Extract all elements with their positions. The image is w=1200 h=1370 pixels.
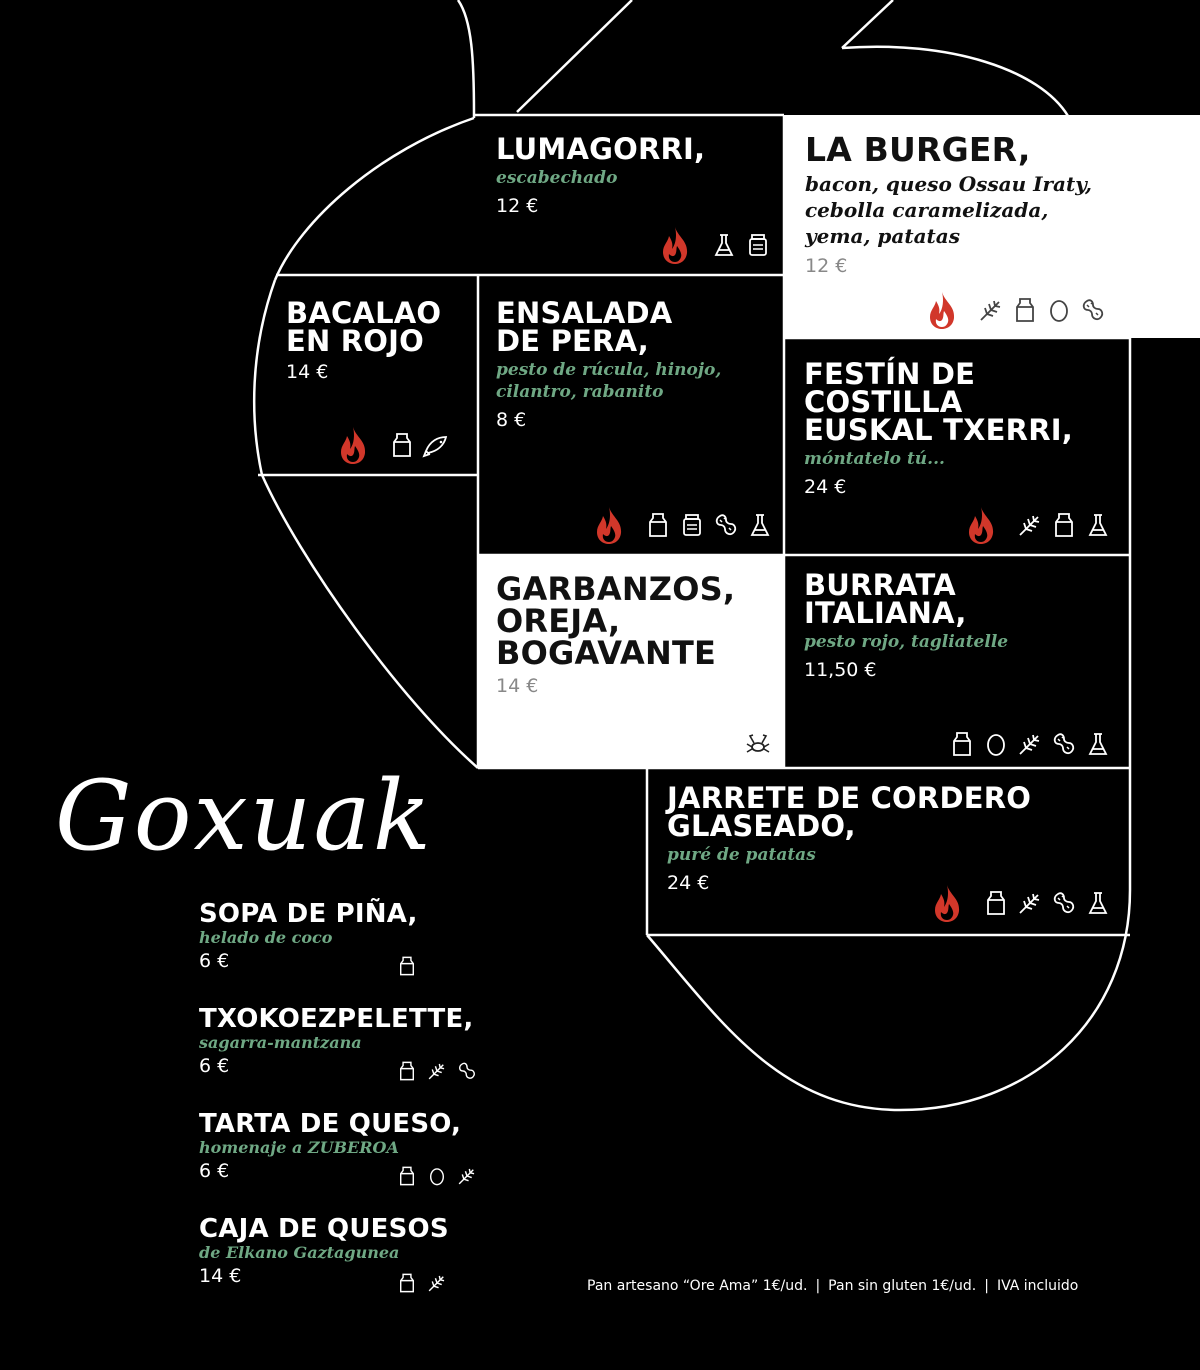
- dessert-caja-de-quesos: [199, 1215, 499, 1287]
- fish-icon: [422, 431, 450, 459]
- milk-icon: [1011, 296, 1039, 324]
- dessert-price: 14 €: [199, 1265, 242, 1287]
- item-price: 14 €: [496, 675, 539, 697]
- peanut-icon: [1050, 730, 1078, 758]
- footer-gluten-free: Pan sin gluten 1€/ud.: [828, 1278, 977, 1294]
- menu-item-ensalada-de-pera: [478, 275, 784, 555]
- wheat-icon: [456, 1165, 478, 1187]
- dessert-title: TXOKOEZPELETTE,: [199, 1004, 474, 1034]
- item-subtitle: móntatelo tú...: [804, 449, 945, 469]
- wheat-icon: [1016, 730, 1044, 758]
- wheat-icon: [1016, 511, 1044, 539]
- item-price: 14 €: [286, 361, 329, 383]
- dessert-price: 6 €: [199, 950, 230, 972]
- fire-icon: [966, 505, 996, 545]
- item-title: BACALAO EN ROJO: [286, 296, 442, 358]
- dessert-title: CAJA DE QUESOS: [199, 1214, 449, 1244]
- item-subtitle: escabechado: [496, 168, 618, 188]
- footer-notes: [587, 1278, 1078, 1294]
- item-title: LA BURGER,: [805, 130, 1031, 169]
- peanut-icon: [1079, 296, 1107, 324]
- fire-icon: [594, 505, 624, 545]
- milk-icon: [388, 431, 416, 459]
- menu-item-burrata: [784, 555, 1130, 768]
- milk-icon: [948, 730, 976, 758]
- item-price: 24 €: [667, 872, 710, 894]
- fire-icon: [338, 425, 368, 465]
- egg-icon: [982, 730, 1010, 758]
- wheat-icon: [426, 1060, 448, 1082]
- lab-flask-icon: [746, 511, 774, 539]
- menu-item-bacalao: [262, 275, 478, 475]
- fire-icon: [660, 225, 690, 265]
- milk-icon: [396, 955, 418, 977]
- menu-item-jarrete-de-cordero: [647, 768, 1130, 935]
- fire-icon: [927, 290, 957, 330]
- dessert-subtitle: sagarra-mantzana: [199, 1033, 362, 1052]
- item-title: FESTÍN DE COSTILLA EUSKAL TXERRI,: [804, 357, 1073, 447]
- peanut-icon: [456, 1060, 478, 1082]
- menu-item-garbanzos: [478, 555, 784, 768]
- menu-item-festin-de-costilla: [784, 338, 1130, 555]
- wheat-icon: [426, 1272, 448, 1294]
- wheat-icon: [1016, 889, 1044, 917]
- item-title: BURRATA ITALIANA,: [804, 568, 967, 630]
- crab-icon: [744, 730, 772, 758]
- milk-icon: [1050, 511, 1078, 539]
- footer-vat: IVA incluido: [996, 1278, 1079, 1294]
- desserts-heading: Goxuak: [55, 760, 433, 872]
- dessert-sopa-de-pina: [199, 900, 499, 972]
- item-price: 8 €: [496, 409, 527, 431]
- menu-item-la-burger: [785, 115, 1200, 338]
- wheat-icon: [977, 296, 1005, 324]
- milk-icon: [396, 1272, 418, 1294]
- milk-icon: [396, 1060, 418, 1082]
- jar-icon: [678, 511, 706, 539]
- menu-item-lumagorri: [474, 115, 784, 275]
- lab-flask-icon: [710, 231, 738, 259]
- item-price: 12 €: [805, 255, 848, 277]
- milk-icon: [644, 511, 672, 539]
- dessert-subtitle: de Elkano Gaztagunea: [199, 1243, 400, 1262]
- item-subtitle: pesto rojo, tagliatelle: [804, 632, 1009, 652]
- item-subtitle: pesto de rúcula, hinojo, cilantro, rabanito: [496, 360, 722, 402]
- item-title: ENSALADA DE PERA,: [496, 296, 673, 358]
- egg-icon: [426, 1165, 448, 1187]
- footer-bread: Pan artesano “Ore Ama” 1€/ud.: [587, 1278, 808, 1294]
- peanut-icon: [712, 511, 740, 539]
- milk-icon: [982, 889, 1010, 917]
- dessert-price: 6 €: [199, 1055, 230, 1077]
- lab-flask-icon: [1084, 511, 1112, 539]
- dessert-title: TARTA DE QUESO,: [199, 1109, 462, 1139]
- lab-flask-icon: [1084, 889, 1112, 917]
- item-title: GARBANZOS, OREJA, BOGAVANTE: [496, 570, 736, 672]
- item-price: 11,50 €: [804, 659, 877, 681]
- dessert-title: SOPA DE PIÑA,: [199, 899, 418, 929]
- lab-flask-icon: [1084, 730, 1112, 758]
- dessert-price: 6 €: [199, 1160, 230, 1182]
- item-title: JARRETE DE CORDERO GLASEADO,: [667, 781, 1032, 843]
- fire-icon: [932, 883, 962, 923]
- jar-icon: [744, 231, 772, 259]
- divider: |: [984, 1278, 989, 1294]
- item-price: 24 €: [804, 476, 847, 498]
- item-title: LUMAGORRI,: [496, 132, 706, 166]
- item-price: 12 €: [496, 195, 539, 217]
- item-subtitle: bacon, queso Ossau Iraty, cebolla caramelizada, yema, patatas: [805, 172, 1092, 248]
- egg-icon: [1045, 296, 1073, 324]
- dessert-subtitle: helado de coco: [199, 928, 333, 947]
- divider: |: [815, 1278, 821, 1294]
- milk-icon: [396, 1165, 418, 1187]
- dessert-subtitle: homenaje a ZUBEROA: [199, 1138, 399, 1157]
- item-subtitle: puré de patatas: [667, 845, 816, 865]
- peanut-icon: [1050, 889, 1078, 917]
